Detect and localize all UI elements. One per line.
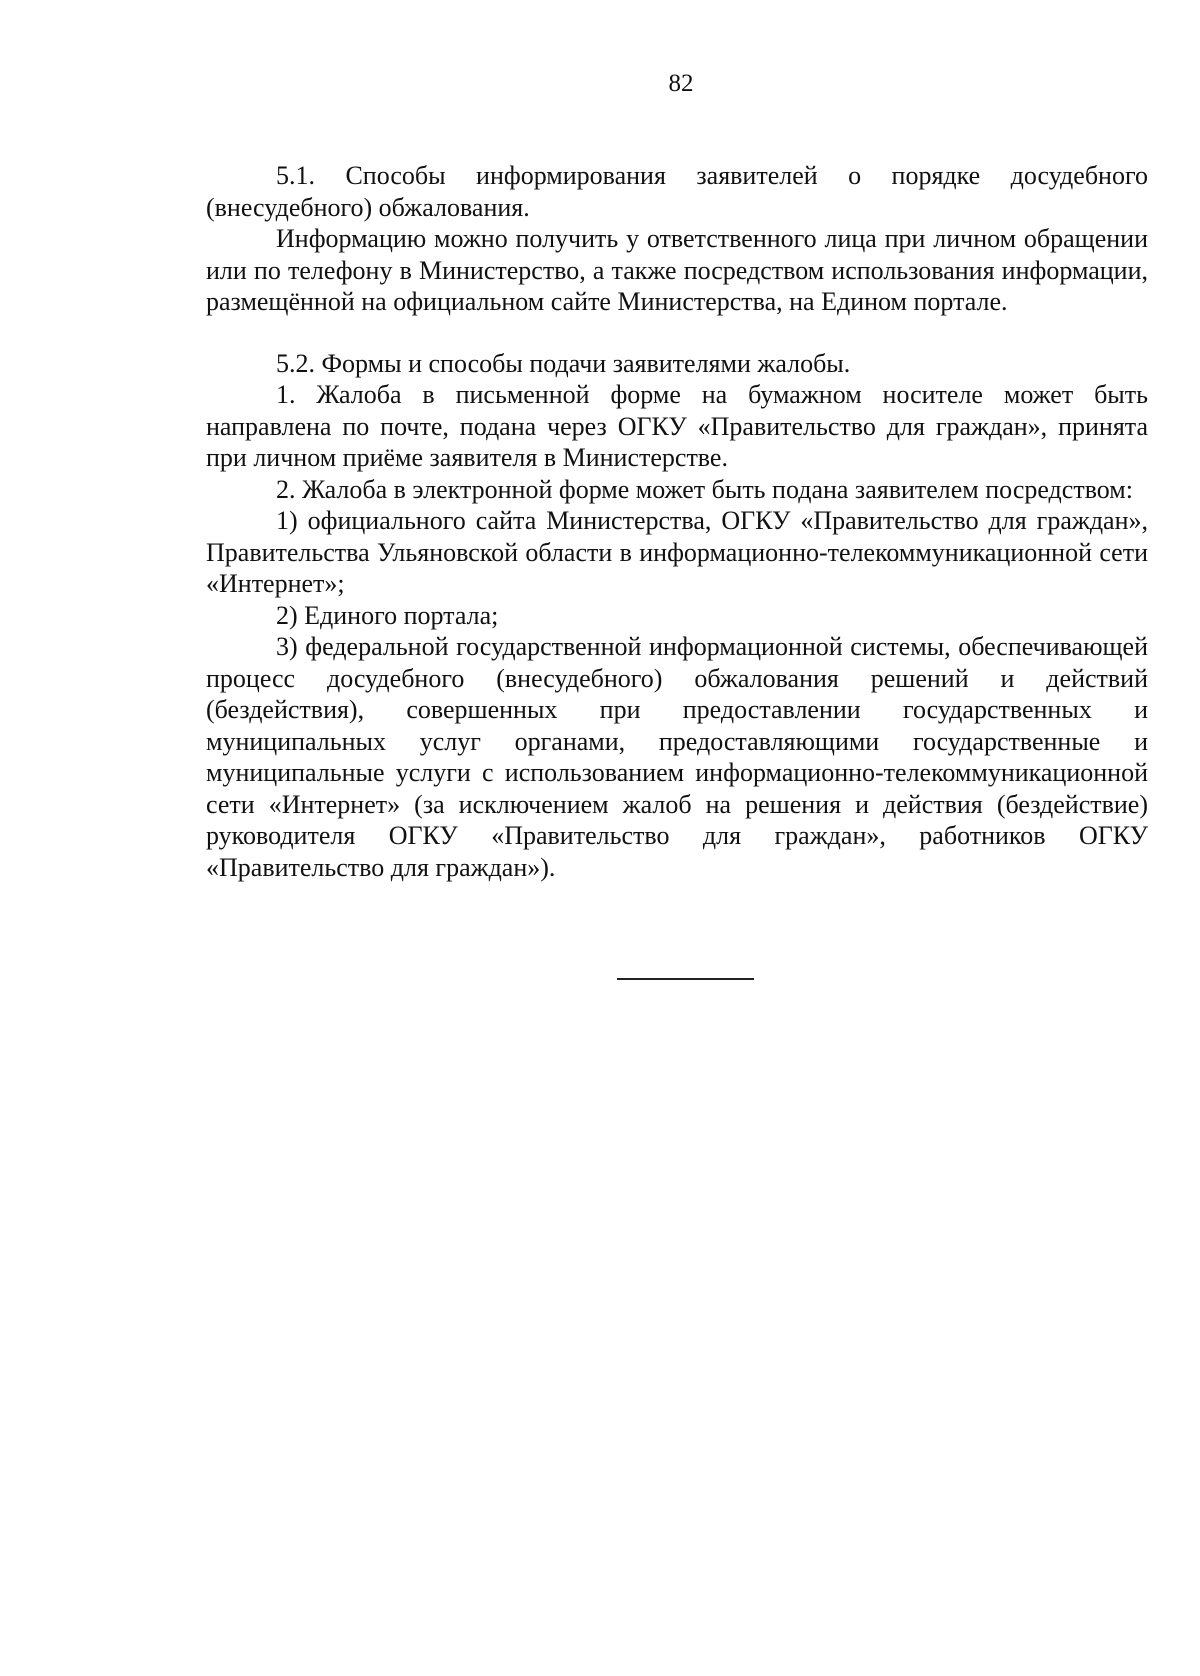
paragraph-item-1: 1. Жалоба в письменной форме на бумажном носителе может быть направлена по почте, подана через ОГКУ «Правительство для граждан», принята при личном приёме заявителя в Министерстве. [206, 380, 1148, 472]
section-5-2-heading: 5.2. Формы и способы подачи заявителями жалобы. [276, 348, 851, 378]
end-divider [617, 978, 754, 980]
document-body [206, 160, 1148, 883]
paragraph-item-2: 2. Жалоба в электронной форме может быть подана заявителем посредством: [276, 474, 1133, 504]
list-item-1: 1) официального сайта Министерства, ОГКУ «Правительство для граждан», Правительства Ульяновской области в информационно-телекоммуникационной сети «Интернет»; [206, 506, 1148, 598]
section-5-1-text: Информацию можно получить у ответственного лица при личном обращении или по телефону в Министерство, а также посредством использования информации, размещённой на официальном сайте Министерства, на Едином портале. [206, 224, 1148, 316]
page-number: 82 [668, 70, 694, 97]
list-item-2: 2) Единого портала; [276, 600, 499, 630]
section-5-1-heading: 5.1. Способы информирования заявителей о порядке досудебного (внесудебного) обжалования. [206, 161, 1148, 222]
list-item-3: 3) федеральной государственной информационной системы, обеспечивающей процесс досудебного (внесудебного) обжалования решений и действий (бездействия), совершенных при предоставлении государственных и муниципальных услуг органами, предоставляющими государственные и муниципальные услуги с использованием информационно-телекоммуникационной сети «Интернет» (за исключением жалоб на решения и действия (бездействие) руководителя ОГКУ «Правительство для граждан», работников ОГКУ «Правительство для граждан»). [206, 632, 1148, 882]
